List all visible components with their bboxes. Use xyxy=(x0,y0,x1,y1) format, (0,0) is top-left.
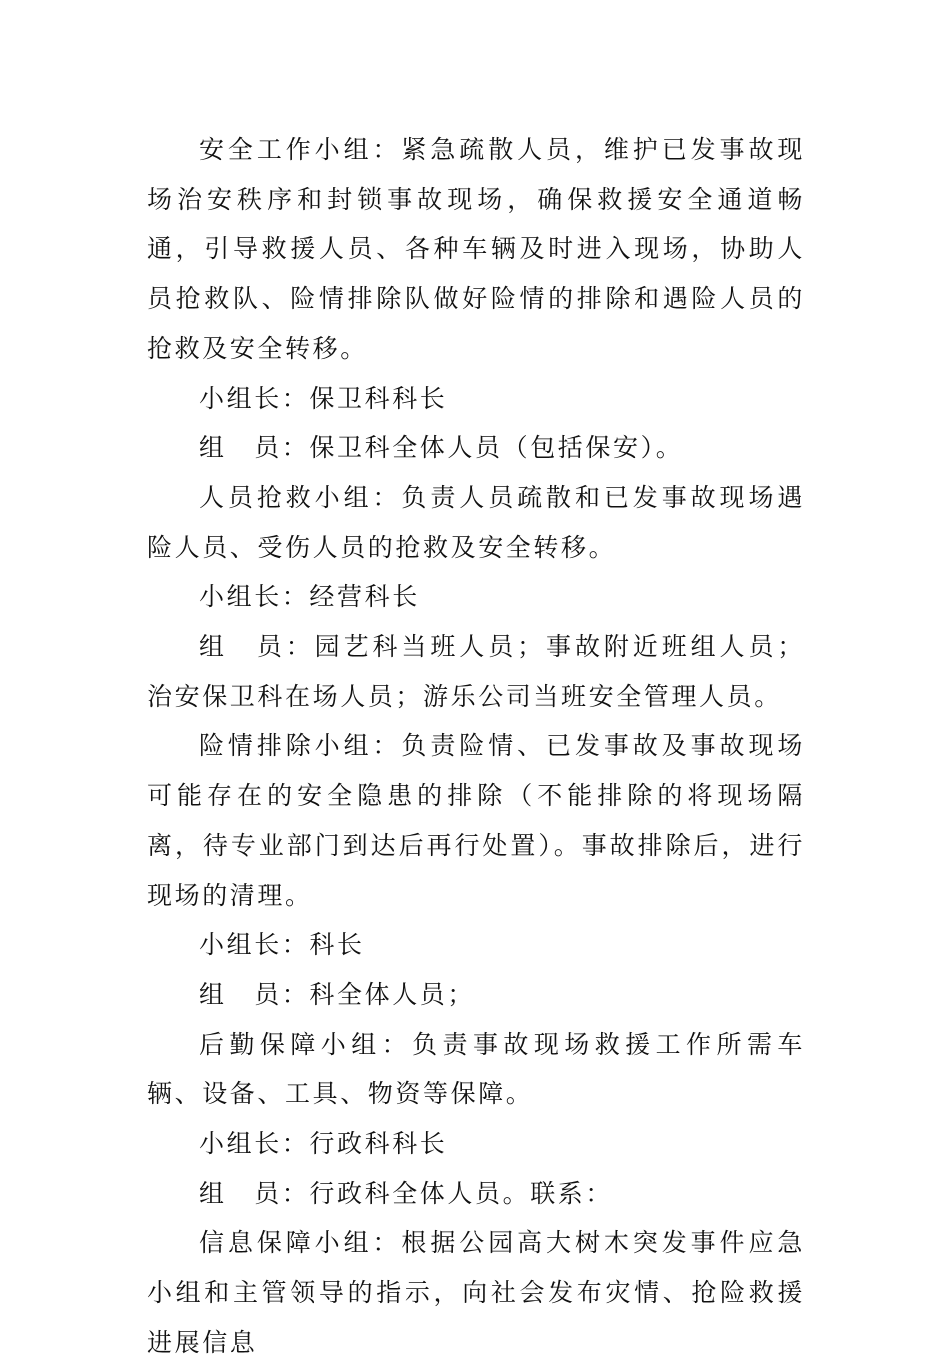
paragraph-rescue-members: 组 员：园艺科当班人员；事故附近班组人员；治安保卫科在场人员；游乐公司当班安全管理人员。 xyxy=(147,632,805,711)
paragraph-rescue-leader: 小组长：经营科长 xyxy=(199,582,420,612)
paragraph-rescue-team: 人员抢救小组：负责人员疏散和已发事故现场遇险人员、受伤人员的抢救及安全转移。 xyxy=(147,482,805,562)
document-body xyxy=(147,125,805,1368)
paragraph-safety-team: 安全工作小组：紧急疏散人员，维护已发事故现场治安秩序和封锁事故现场，确保救援安全通道畅通，引导救援人员、各种车辆及时进入现场，协助人员抢救队、险情排除队做好险情的排除和遇险人员的抢救及安全转移。 xyxy=(147,135,805,363)
paragraph-hazard-members: 组 员：科全体人员； xyxy=(199,979,476,1009)
paragraph-logistics-leader: 小组长：行政科科长 xyxy=(199,1129,448,1159)
paragraph-safety-leader: 小组长：保卫科科长 xyxy=(199,383,448,413)
paragraph-hazard-leader: 小组长：科长 xyxy=(199,930,365,960)
paragraph-logistics-members: 组 员：行政科全体人员。联系： xyxy=(199,1178,614,1208)
paragraph-safety-members: 组 员：保卫科全体人员（包括保安）。 xyxy=(199,433,684,463)
paragraph-information-team: 信息保障小组：根据公园高大树木突发事件应急小组和主管领导的指示，向社会发布灾情、抢险救援进展信息 xyxy=(147,1228,805,1357)
paragraph-logistics-team: 后勤保障小组：负责事故现场救援工作所需车辆、设备、工具、物资等保障。 xyxy=(147,1029,805,1109)
paragraph-hazard-team: 险情排除小组：负责险情、已发事故及事故现场可能存在的安全隐患的排除（不能排除的将现场隔离，待专业部门到达后再行处置）。事故排除后，进行现场的清理。 xyxy=(147,731,805,910)
